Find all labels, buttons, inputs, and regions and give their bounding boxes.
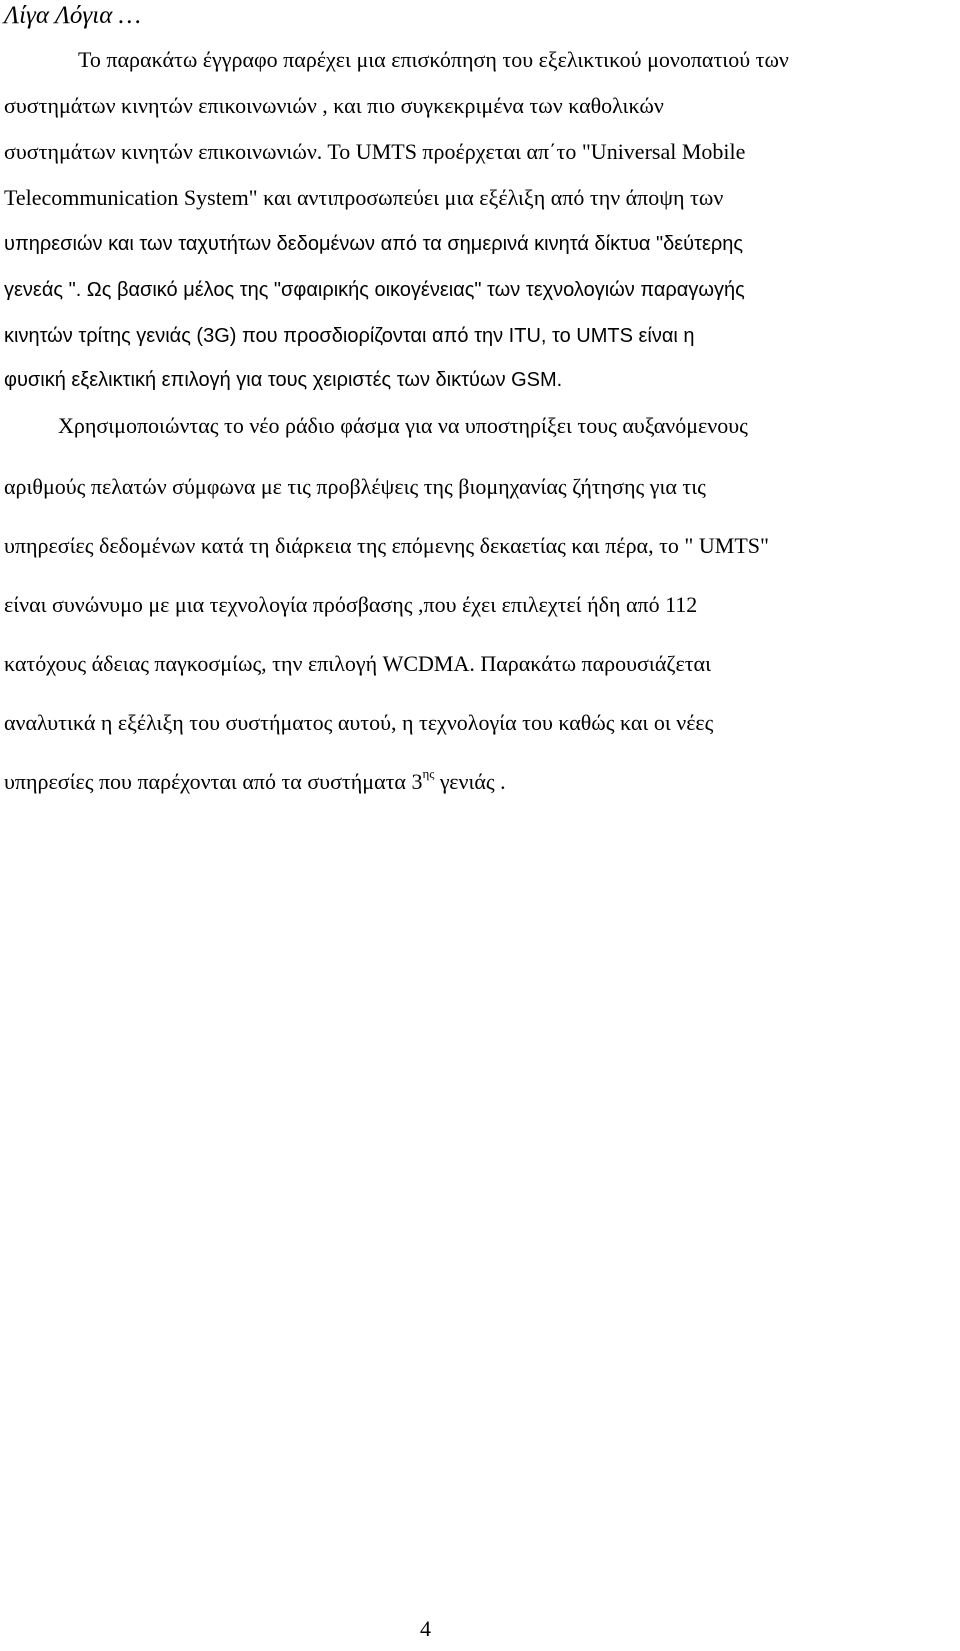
paragraph-line [4, 768, 506, 796]
document-title: Λίγα Λόγια … [4, 2, 141, 29]
line-text: γενιάς . [434, 769, 506, 794]
paragraph-line: φυσική εξελικτική επιλογή για τους χειριστές των δικτύων GSM. [4, 369, 563, 391]
paragraph-line: αριθμούς πελατών σύμφωνα με τις προβλέψεις της βιομηχανίας ζήτησης για τις [4, 474, 706, 499]
paragraph-line: κινητών τρίτης γενιάς (3G) που προσδιορίζονται από την ITU, το UMTS είναι η [4, 325, 695, 347]
superscript-ordinal: ης [422, 766, 435, 781]
paragraph-line: είναι συνώνυμο με μια τεχνολογία πρόσβασης ,που έχει επιλεχτεί ήδη από 112 [4, 592, 698, 617]
paragraph-line: κατόχους άδειας παγκοσμίως, την επιλογή WCDMA. Παρακάτω παρουσιάζεται [4, 651, 711, 676]
paragraph-line: υπηρεσιών και των ταχυτήτων δεδομένων από τα σημερινά κινητά δίκτυα "δεύτερης [4, 233, 744, 255]
paragraph-line: υπηρεσίες δεδομένων κατά τη διάρκεια της επόμενης δεκαετίας και πέρα, το " UMTS" [4, 533, 769, 558]
paragraph-line: αναλυτικά η εξέλιξη του συστήματος αυτού, η τεχνολογία του καθώς και οι νέες [4, 710, 714, 735]
paragraph-line: Το παρακάτω έγγραφο παρέχει μια επισκόπηση του εξελικτικού μονοπατιού των [78, 47, 789, 72]
paragraph-line: Telecommunication System" και αντιπροσωπεύει μια εξέλιξη από την άποψη των [4, 185, 724, 210]
paragraph-line: συστημάτων κινητών επικοινωνιών , και πιο συγκεκριμένα των καθολικών [4, 93, 664, 118]
paragraph-line: γενεάς ". Ως βασικό μέλος της "σφαιρικής οικογένειας" των τεχνολογιών παραγωγής [4, 279, 745, 301]
line-text: υπηρεσίες που παρέχονται από τα συστήματα 3 [4, 769, 423, 794]
paragraph-line: Χρησιμοποιώντας το νέο ράδιο φάσμα για να υποστηρίξει τους αυξανόμενους [58, 413, 748, 438]
paragraph-line: συστημάτων κινητών επικοινωνιών. Το UMTS προέρχεται απ΄το "Universal Mobile [4, 139, 746, 164]
page-number: 4 [420, 1616, 431, 1641]
